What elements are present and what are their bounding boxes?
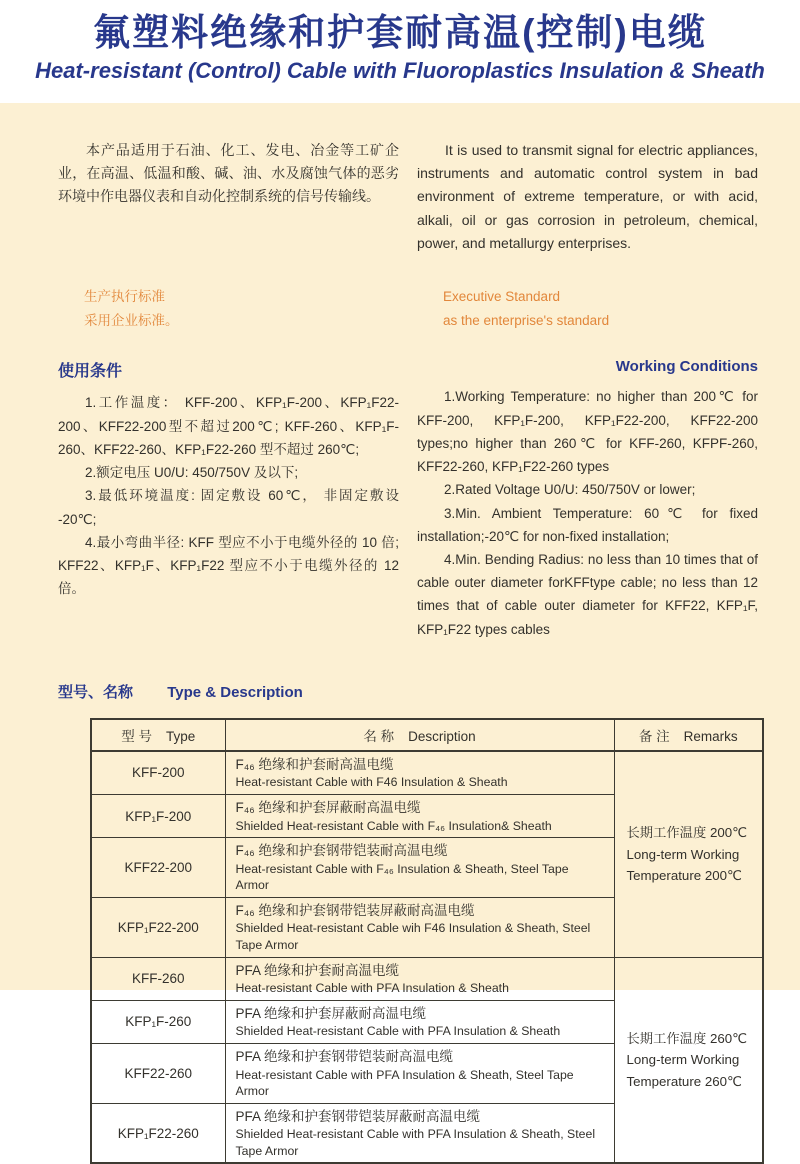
standard-en-line1: Executive Standard: [443, 289, 561, 305]
condition-cn-item: 2.额定电压 U0/U: 450/750V 及以下;: [85, 465, 299, 481]
remarks-en: Long-term Working Temperature 200℃: [626, 846, 742, 883]
condition-en-item: 4.Min. Bending Radius: no less than 10 times that of cable outer diameter forKFFtype cable; no less than 12 times that of cable outer diameter for KFF22, KFP₁F, KFP₁F22 types cables: [417, 551, 758, 637]
column-header-type-en: Type: [165, 728, 196, 744]
intro-paragraph-en: It is used to transmit signal for electric appliances, instruments and automatic control system in bad environment of extreme temperature, or with acid, alkali, oil or gas corrosion in petroleum, chemical, power, and metallurgy enterprises.: [417, 142, 758, 251]
executive-standard-section: [0, 285, 800, 332]
condition-en-item: 2.Rated Voltage U0/U: 450/750V or lower;: [444, 482, 696, 498]
description-cn: PFA 绝缘和护套耐高温电缆: [235, 962, 400, 978]
standard-cn-line2: 采用企业标准。: [84, 312, 179, 328]
column-header-description: [225, 719, 614, 751]
description-cell: [225, 838, 614, 898]
column-header-type-cn: 型 号: [121, 728, 152, 744]
column-header-type: [91, 719, 225, 751]
remarks-cell-200: [614, 751, 763, 957]
type-value: KFP₁F-200: [91, 794, 225, 837]
description-en: Shielded Heat-resistant Cable wih F46 Insulation & Sheath, Steel Tape Armor: [235, 921, 591, 953]
type-value: KFF-200: [91, 751, 225, 795]
page-title-cn: 氟塑料绝缘和护套耐高温(控制)电缆: [93, 12, 707, 53]
column-header-description-cn: 名 称: [363, 728, 395, 744]
description-en: Heat-resistant Cable with F46 Insulation & Sheath: [235, 775, 508, 790]
standard-col-cn: [58, 285, 399, 332]
type-value: KFF22-200: [91, 838, 225, 898]
condition-cn-item: 1.工作温度： KFF-200、KFP₁F-200、KFP₁F22-200、KFF22-200型不超过200℃; KFF-260、KFP₁F-260、KFF22-260、KFP₁F22-260 型不超过 260℃;: [58, 395, 399, 457]
title-block: [0, 0, 800, 103]
column-header-remarks: [614, 719, 763, 751]
remarks-cell-260: [614, 957, 763, 1163]
condition-cn-item: 3.最低环境温度: 固定敷设 60℃， 非固定敷设 -20℃;: [58, 488, 399, 527]
description-en: Heat-resistant Cable with F₄₆ Insulation & Sheath, Steel Tape Armor: [235, 861, 569, 893]
column-header-remarks-en: Remarks: [683, 728, 738, 744]
description-cn: PFA 绝缘和护套钢带铠装耐高温电缆: [235, 1048, 454, 1064]
conditions-col-cn: [58, 358, 399, 640]
description-cn: PFA 绝缘和护套钢带铠装屏蔽耐高温电缆: [235, 1108, 481, 1124]
description-cell: [225, 751, 614, 795]
condition-en-item: 1.Working Temperature: no higher than 200℃ for KFF-200, KFP₁F-200, KFP₁F22-200, KFF22-200 types;no higher than 260℃ for KFF-260, KFPF-260, KFF22-260, KFP₁F22-260 types: [417, 389, 758, 475]
intro-paragraph-cn: 本产品适用于石油、化工、发电、冶金等工矿企业，在高温、低温和酸、碱、油、水及腐蚀气体的恶劣环境中作电器仪表和自动化控制系统的信号传输线。: [58, 142, 399, 205]
conditions-col-en: [417, 358, 758, 640]
description-cn: F₄₆ 绝缘和护套屏蔽耐高温电缆: [235, 799, 421, 815]
intro-col-en: [417, 139, 758, 255]
description-cell: [225, 1000, 614, 1043]
description-cell: [225, 1043, 614, 1103]
description-cell: [225, 1103, 614, 1163]
conditions-heading-cn: 使用条件: [58, 363, 123, 381]
column-header-description-en: Description: [408, 728, 476, 744]
type-value: KFP₁F22-200: [91, 897, 225, 957]
working-conditions-section: [0, 358, 800, 640]
type-value: KFF22-260: [91, 1043, 225, 1103]
description-cn: PFA 绝缘和护套屏蔽耐高温电缆: [235, 1005, 427, 1021]
type-value: KFP₁F22-260: [91, 1103, 225, 1163]
remarks-en: Long-term Working Temperature 260℃: [626, 1052, 742, 1089]
table-header-row: [91, 719, 763, 751]
description-cell: [225, 794, 614, 837]
description-cn: F₄₆ 绝缘和护套耐高温电缆: [235, 756, 394, 772]
standard-en-line2: as the enterprise's standard: [443, 312, 610, 328]
description-en: Shielded Heat-resistant Cable with PFA Insulation & Sheath: [235, 1024, 561, 1039]
type-description-heading-en: Type & Description: [167, 683, 303, 701]
condition-cn-item: 4.最小弯曲半径: KFF 型应不小于电缆外径的 10 倍; KFF22、KFP₁F、KFP₁F22 型应不小于电缆外径的 12 倍。: [58, 534, 399, 597]
description-cell: [225, 897, 614, 957]
description-en: Shielded Heat-resistant Cable with PFA Insulation & Sheath, Steel Tape Armor: [235, 1127, 596, 1158]
description-en: Shielded Heat-resistant Cable with F₄₆ Insulation& Sheath: [235, 818, 552, 833]
standard-col-en: [417, 285, 758, 332]
description-cn: F₄₆ 绝缘和护套钢带铠装屏蔽耐高温电缆: [235, 902, 475, 918]
description-en: Heat-resistant Cable with PFA Insulation & Sheath, Steel Tape Armor: [235, 1067, 574, 1099]
type-value: KFP₁F-260: [91, 1000, 225, 1043]
type-value: KFF-260: [91, 957, 225, 1000]
type-description-heading: [58, 681, 800, 702]
description-en: Heat-resistant Cable with PFA Insulation & Sheath: [235, 981, 509, 996]
description-cn: F₄₆ 绝缘和护套钢带铠装耐高温电缆: [235, 843, 448, 859]
condition-en-item: 3.Min. Ambient Temperature: 60℃ for fixed installation;-20℃ for non-fixed installation;: [417, 505, 758, 544]
conditions-heading-en: Working Conditions: [615, 358, 758, 376]
column-header-remarks-cn: 备 注: [638, 728, 670, 744]
intro-col-cn: [58, 139, 399, 255]
intro-section: [0, 139, 800, 255]
description-cell: [225, 957, 614, 1000]
type-description-table: [90, 718, 764, 1164]
table-row: [91, 957, 763, 1000]
page-title-en: Heat-resistant (Control) Cable with Fluoroplastics Insulation & Sheath: [35, 57, 765, 83]
standard-cn-line1: 生产执行标准: [84, 289, 165, 305]
remarks-cn: 长期工作温度 260℃: [626, 1031, 748, 1047]
table-row: [91, 751, 763, 795]
type-description-heading-cn: 型号、名称: [58, 683, 134, 701]
remarks-cn: 长期工作温度 200℃: [626, 825, 748, 841]
